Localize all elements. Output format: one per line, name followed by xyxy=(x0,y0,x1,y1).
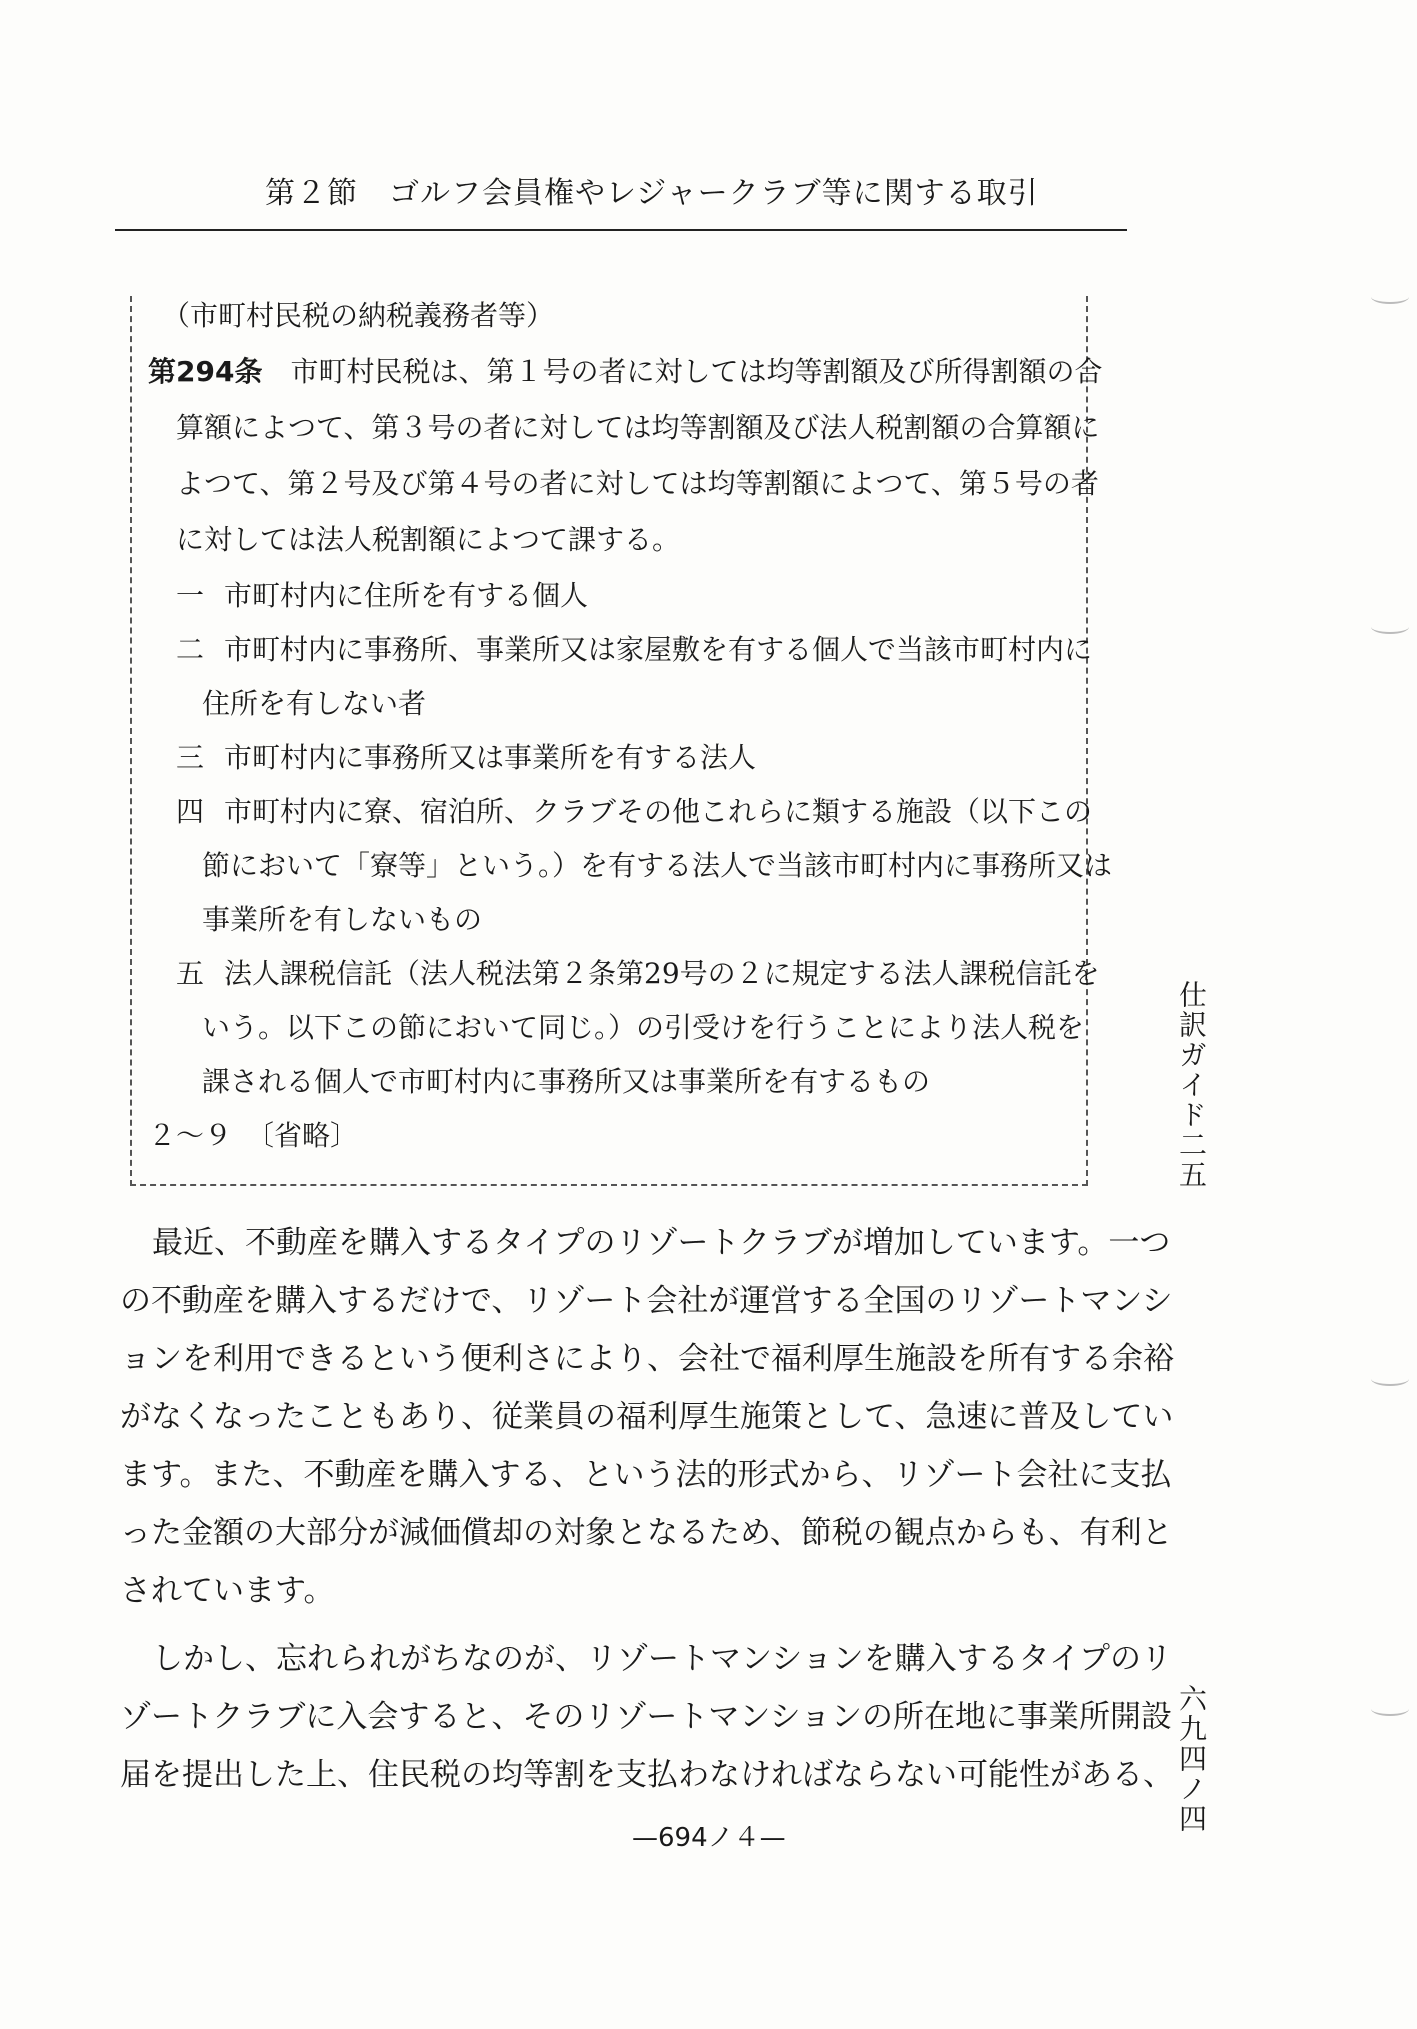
side-section-label: 仕訳ガイド二五 xyxy=(1175,980,1208,1190)
law-item xyxy=(176,741,757,774)
item-text: 住所を有しない者 xyxy=(202,687,427,720)
item-number: 四 xyxy=(176,795,205,828)
article-text-line: 市町村民税は、第１号の者に対しては均等割額及び所得割額の合 xyxy=(290,355,1103,388)
body-line: 届を提出した上、住民税の均等割を支払わなければならない可能性がある、 xyxy=(120,1757,1174,1793)
item-number: 三 xyxy=(176,741,205,774)
item-text: いう。以下この節において同じ。）の引受けを行うことにより法人税を xyxy=(202,1011,1085,1044)
item-text: 市町村内に住所を有する個人 xyxy=(224,579,589,612)
side-page-number: 六九四ノ四 xyxy=(1175,1684,1208,1834)
header-divider xyxy=(115,229,1127,231)
law-excerpt-box xyxy=(130,296,1113,1186)
item-text: 法人課税信託（法人税法第２条第29号の２に規定する法人課税信託を xyxy=(224,957,1100,990)
body-line: されています。 xyxy=(120,1573,335,1609)
binding-edge-mark xyxy=(1371,290,1409,304)
item-number: 五 xyxy=(176,957,205,990)
law-item xyxy=(176,633,1093,666)
item-text: 課される個人で市町村内に事務所又は事業所を有するもの xyxy=(202,1065,931,1098)
page-number: —694ノ４— xyxy=(632,1823,786,1853)
body-line: ます。また、不動産を購入する、という法的形式から、リゾート会社に支払 xyxy=(120,1457,1172,1493)
body-line: がなくなったこともあり、従業員の福利厚生施策として、急速に普及してい xyxy=(120,1399,1174,1435)
body-line: ョンを利用できるという便利さにより、会社で福利厚生施設を所有する余裕 xyxy=(120,1341,1174,1377)
law-caption: （市町村民税の納税義務者等） xyxy=(162,299,555,332)
binding-edge-mark xyxy=(1371,1372,1409,1386)
law-item xyxy=(176,579,589,612)
section-title: 第２節 ゴルフ会員権やレジャークラブ等に関する取引 xyxy=(265,176,1039,211)
item-number: 二 xyxy=(176,633,205,666)
law-item xyxy=(176,795,1093,828)
item-text: 市町村内に寮、宿泊所、クラブその他これらに類する施設（以下この xyxy=(224,795,1093,828)
item-text: 事業所を有しないもの xyxy=(202,903,483,936)
article-text-line: よつて、第２号及び第４号の者に対しては均等割額によつて、第５号の者 xyxy=(176,467,1099,500)
item-text: 市町村内に事務所、事業所又は家屋敷を有する個人で当該市町村内に xyxy=(224,633,1093,666)
body-line: ゾートクラブに入会すると、そのリゾートマンションの所在地に事業所開設 xyxy=(120,1699,1172,1735)
body-line: しかし、忘れられがちなのが、リゾートマンションを購入するタイプのリ xyxy=(152,1641,1173,1677)
binding-edge-mark xyxy=(1371,1702,1409,1716)
article-number: 第294条 xyxy=(148,355,263,388)
body-line: 最近、不動産を購入するタイプのリゾートクラブが増加しています。一つ xyxy=(152,1225,1171,1261)
item-number: 一 xyxy=(176,579,205,612)
article-text-line: に対しては法人税割額によつて課する。 xyxy=(176,523,681,556)
article-text-line: 算額によつて、第３号の者に対しては均等割額及び法人税割額の合算額に xyxy=(176,411,1100,444)
body-line: った金額の大部分が減価償却の対象となるため、節税の観点からも、有利と xyxy=(120,1515,1173,1551)
item-text: 市町村内に事務所又は事業所を有する法人 xyxy=(224,741,757,774)
item-text: 節において「寮等」という。）を有する法人で当該市町村内に事務所又は xyxy=(202,849,1113,882)
binding-edge-mark xyxy=(1371,620,1409,634)
article-first-line xyxy=(148,355,1103,388)
omitted-paragraphs: ２～９ 〔省略〕 xyxy=(148,1119,359,1152)
law-item xyxy=(176,957,1100,990)
body-line: の不動産を購入するだけで、リゾート会社が運営する全国のリゾートマンシ xyxy=(120,1283,1173,1319)
